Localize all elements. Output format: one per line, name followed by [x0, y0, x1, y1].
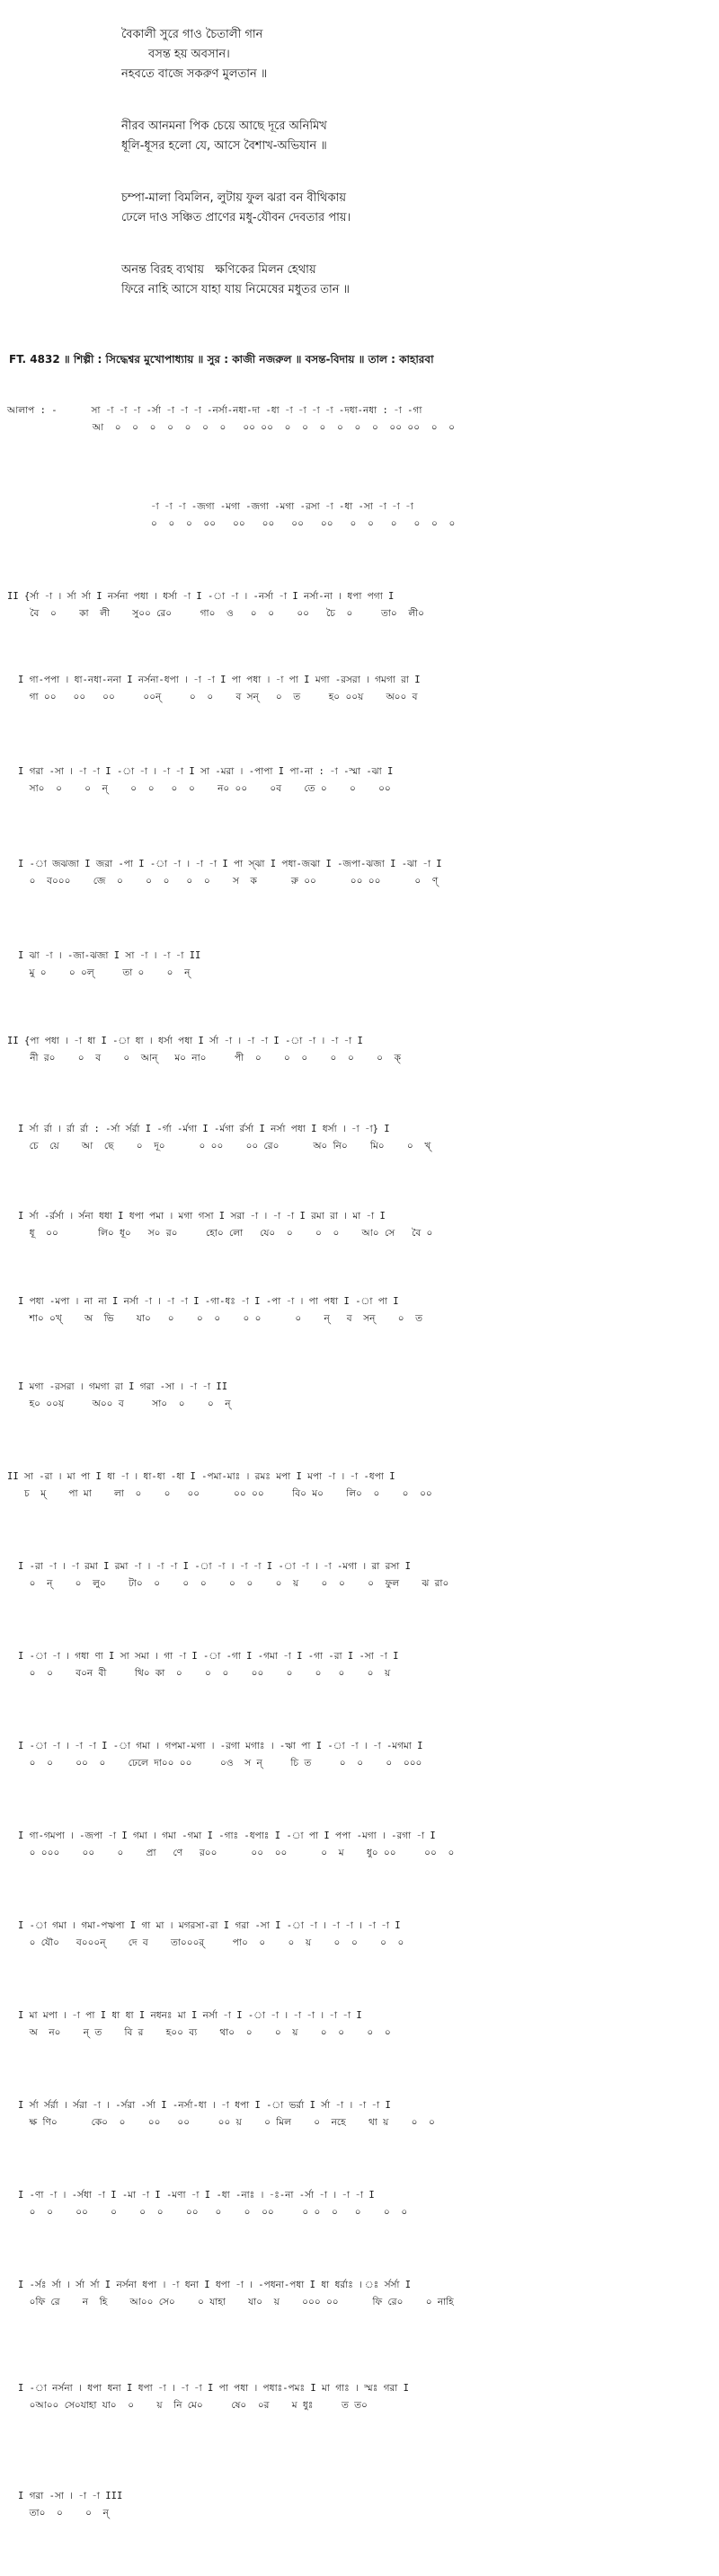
swara-line: I র্সা -র্রর্সা । র্সনা ধধা I ধপা পমা । মগা গসা I সরা -া । -া -া I রমা রা । মা -া I: [18, 1211, 386, 1222]
lyric-syllable-line: ০ যৌ০ ব০০০ন্ দে ব তা০০০র্ পা০ ০ ০ য় ০ ০ ০ ০: [18, 1937, 404, 1948]
lyric-syllable-line: ০ ০ ০ ০০ ০০ ০০ ০০ ০০ ০ ০ ০ ০ ০ ০: [151, 518, 456, 529]
swara-line: I গা-গমপা । -জপা -া I গমা । গমা -গমা I -গাঃ -ধপাঃ I -া পা I পপা -মগা । -রগা -া I: [18, 1831, 436, 1841]
swara-line: I -রা -া । -া রমা I রমা -া । -া -া I -া -া । -া -া I -া -া । -া -মগা । রা রসা I: [18, 1561, 411, 1572]
lyric-syllable-line: ০ফি রে ন হি আ০০ সে০ ০ যাহা যা০ য় ০০০ ০০ ফি রে০ ০ নাহি: [18, 2297, 454, 2307]
swara-line: I মগা -রসরা । গমগা রা I গরা -সা । -া -া II: [18, 1381, 228, 1392]
notation-block: [0, 498, 719, 533]
notation-block: [0, 1379, 719, 1413]
lyric-stanza: [121, 117, 625, 156]
swara-line: I পধা -মপা । না না I নর্সা -া । -া -া I -গা-ধঃ -া I -পা -া । পা পধা I -া পা I: [18, 1296, 399, 1307]
notation-block: [0, 402, 719, 437]
notation-block: [0, 1121, 719, 1155]
swara-line: I মা মপা । -া পা I ধা ধা I নধনঃ মা I নর্সা -া I -া -া । -া -া । -া -া I: [18, 2010, 362, 2021]
swara-line: II সা -রা । মা পা I ধা -া । ধা-ধা -ধা I -পমা-মাঃ । রমঃ মপা I মপা -া । -া -ধপা I: [7, 1471, 395, 1482]
lyric-line: বসন্ত হয় অবসান।: [148, 48, 230, 61]
notation-block: [0, 2277, 719, 2311]
notation-block: [0, 588, 719, 622]
notation-block: [0, 1738, 719, 1772]
notation-block: [0, 2007, 719, 2042]
lyric-line: চম্পা-মালা বিমলিন, লুটায় ফুল ঝরা বন বীথিকায়: [121, 191, 347, 205]
lyric-stanza: [121, 25, 625, 84]
notation-block: [0, 2488, 719, 2522]
notation-block: [0, 856, 719, 890]
lyric-stanza: [121, 260, 625, 300]
swara-line: I -ণা -া । -র্সধা -া I -মা -া I -মণা -া I -ধা -নাঃ । -ঃ-না -র্সা -া । -া -া I: [18, 2190, 375, 2201]
lyric-syllable-line: বৈ ০ কা লী সু০০ রে০ গা০ ও ০ ০ ০০ চৈ ০ তা০ লী০: [7, 608, 424, 619]
notation-block: [0, 1469, 719, 1503]
notation-block: [0, 1208, 719, 1242]
swara-line: I ঝা -া । -জা-ঝজা I সা -া । -া -া II: [18, 950, 201, 961]
swara-line: I -র্সঃ র্সা । র্সা র্সা I নর্সনা ধপা । -া ধনা I ধপা -া । -পধনা-পধা I ধা ধর্রাঃ । ঃ র্সর্সা I: [18, 2280, 412, 2290]
lyric-syllable-line: গা ০০ ০০ ০০ ০০ন্ ০ ০ ব সন্ ০ ত হ০ ০০য় অ০০ ব: [18, 692, 418, 702]
lyric-syllable-line: নী র০ ০ ব ০ আন্ ম০ না০ পী ০ ০ ০ ০ ০ ০ ক্: [7, 1053, 401, 1063]
swara-line: I গরা -সা । -া -া III: [18, 2491, 123, 2501]
notation-block: [0, 1828, 719, 1862]
swara-line: I -া নর্সনা । ধপা ধনা I ধপা -া । -া -া I পা পধা । পধাঃ-পমঃ I মা গাঃ । স্মঃ গরা I: [18, 2383, 409, 2394]
swara-line: I -া -া । -া -া I -া গমা । গপমা-মগা । -রগা মগাঃ । -ঋা পা I -া -া । -া -মগমা I: [18, 1741, 423, 1751]
swara-line: I -া -া । গধা ণা I সা সমা । গা -া I -া -গা I -গমা -া I -গা -রা I -সা -া I: [18, 1651, 399, 1662]
swara-line: I গা-পপা । ধা-নধা-ননা I নর্সনা-ধপা । -া -া I পা পধা । -া পা I মগা -রসরা । গমগা রা I: [18, 675, 421, 685]
lyric-line: বৈকালী সুরে গাও চৈতালী গান: [121, 28, 263, 41]
lyric-syllable-line: ০ ০ ০০ ০ ঢেলে দা০০ ০০ ০ও স ন্ চি ত ০ ০ ০ ০০০: [18, 1758, 422, 1769]
swara-line: II {পা পধা । -া ধা I -া ধা । ধর্সা পধা I র্সা -া । -া -া I -া -া । -া -া I: [7, 1036, 363, 1046]
lyric-syllable-line: হ০ ০০য় অ০০ ব সা০ ০ ০ ন্: [18, 1398, 231, 1409]
lyric-syllable-line: ০ ন্ ০ লু০ টা০ ০ ০ ০ ০ ০ ০ য় ০ ০ ০ ফুল ঝ রা০: [18, 1578, 449, 1589]
lyric-syllable-line: ০ ০ ০০ ০ ০ ০ ০০ ০ ০ ০০ ০ ০ ০ ০ ০ ০: [18, 2207, 408, 2218]
notation-block: [0, 672, 719, 706]
lyric-line: ফিরে নাহি আসে যাহা যায় নিমেষের মধুতর তান ॥: [121, 283, 350, 296]
notation-block: [0, 1648, 719, 1682]
lyric-syllable-line: চে য়ে আ ছে ০ দূ০ ০ ০০ ০০ রে০ অ০ নি০ মি০ ০ খ্: [18, 1141, 431, 1151]
lyric-line: ঢেলে দাও সঞ্চিত প্রাণের মধু-যৌবন দেবতার পায়।: [121, 211, 351, 225]
lyric-syllable-line: ০ ০ ব০ন বী থি০ কা ০ ০ ০ ০০ ০ ০ ০ ০ য়: [18, 1668, 391, 1679]
lyric-syllable-line: অ ন০ ন্ ত বি র হ০০ ব্য থা০ ০ ০ য় ০ ০ ০ ০: [18, 2027, 391, 2038]
lyric-line: ধূলি-ধূসর হলো যে, আসে বৈশাখ-অভিযান ॥: [121, 139, 327, 153]
record-credits-header: FT. 4832 ॥ শিল্পী : সিদ্ধেশ্বর মুখোপাধ্যায় ॥ সুর : কাজী নজরুল ॥ বসন্ত-বিদায় ॥ তাল : কাহারবা: [9, 353, 434, 366]
lyric-syllable-line: শা০ ০খ্ অ ভি যা০ ০ ০ ০ ০ ০ ০ ন্ ব সন্ ০ ত: [18, 1313, 423, 1324]
lyric-syllable-line: চ ম্ পা মা লা ০ ০ ০০ ০০ ০০ বি০ ম০ লি০ ০ ০ ০০: [7, 1488, 432, 1499]
swara-line: I গরা -সা । -া -া I -া -া । -া -া I সা -মরা । -পাপা I পা-না : -া -স্মা -ঝা I: [18, 766, 394, 777]
swara-line: I র্সা র্সর্রা । র্সরা -া । -র্সরা -র্সা I -নর্সা-ধা । -া ধপা I -া ভর্রা I র্সা -া । -া -া I: [18, 2100, 391, 2111]
notation-block: [0, 948, 719, 982]
notation-block: [0, 1918, 719, 1952]
lyric-line: অনন্ত বিরহ ব্যথায় ক্ষণিকের মিলন হেথায়: [121, 263, 316, 277]
lyric-syllable-line: ধূ ০০ লি০ ধূ০ স০ র০ হো০ লো যে০ ০ ০ ০ আ০ সে বৈ ০: [18, 1228, 433, 1239]
lyric-line: নহবতে বাজে সকরুণ মুলতান ॥: [121, 67, 268, 81]
swara-line: I -া জঝজা I জরা -পা I -া -া । -া -া I পা স্ঝা I পধা-জঝা I -জপা-ঝজা I -ঝা -া I: [18, 859, 442, 869]
notation-block: [0, 1293, 719, 1328]
notation-block: [0, 2187, 719, 2221]
swara-line: আলাপ : - সা -া -া -া -র্সা -া -া -া -নর্সা-নধা-দা -ধা -া -া -া -া -দধা-নধা : -া -গা: [7, 405, 422, 416]
lyric-syllable-line: তা০ ০ ০ ন্: [18, 2508, 109, 2519]
lyric-syllable-line: ০ ০০০ ০০ ০ প্রা ণে র০০ ০০ ০০ ০ ম ধু০ ০০ ০০ ০: [18, 1848, 455, 1858]
notation-block: [0, 1033, 719, 1067]
lyric-syllable-line: ০আ০০ সে০যাহা যা০ ০ য় নি মে০ ষে০ ০র ম ধুঃ ত ত০: [18, 2400, 368, 2411]
notation-block: [0, 2380, 719, 2414]
swara-line: II {র্সা -া । র্সা র্সা I নর্সনা পধা । ধর্সা -া I -া -া । -নর্সা -া I নর্সা-না । ধপা পগা I: [7, 591, 395, 602]
song-lyrics: [121, 25, 625, 332]
notation-block: [0, 763, 719, 798]
swara-line: -া -া -া -জগা -মগা -জগা -মগা -রসা -া -ধা -সা -া -া -া: [151, 501, 413, 512]
lyric-syllable-line: সা০ ০ ০ ন্ ০ ০ ০ ০ ন০ ০০ ০ব তে ০ ০ ০০: [18, 783, 391, 794]
notation-block: [0, 1558, 719, 1592]
lyric-stanza: [121, 189, 625, 228]
lyric-syllable-line: ০ ব০০০ জে ০ ০ ০ ০ ০ স ক রু ০০ ০০ ০০ ০ ণ্: [18, 876, 439, 887]
lyric-line: নীরব আনমনা পিক চেয়ে আছে দূরে অনিমিখ: [121, 119, 327, 133]
lyric-syllable-line: ক্ষ ণি০ কে০ ০ ০০ ০০ ০০ য় ০ মিল ০ নহে থা য় ০ ০: [18, 2117, 435, 2128]
lyric-syllable-line: মু ০ ০ ০ল্ তা ০ ০ ন্: [18, 967, 191, 978]
swara-line: I র্সা র্রা । র্রা র্রা : -র্সা র্সর্রা I -র্গা -র্মগা I -র্মগা র্রর্সা I নর্সা পধা I ধর্সা । -া -া} I: [18, 1124, 390, 1134]
lyric-syllable-line: আ ০ ০ ০ ০ ০ ০ ০ ০০ ০০ ০ ০ ০ ০ ০ ০ ০০ ০০ ০ ০: [7, 422, 455, 433]
notation-block: [0, 2097, 719, 2131]
swara-line: I -া গমা । গমা-পঋপা I গা মা । মগরসা-রা I গরা -সা I -া -া । -া -া । -া -া I: [18, 1920, 401, 1931]
